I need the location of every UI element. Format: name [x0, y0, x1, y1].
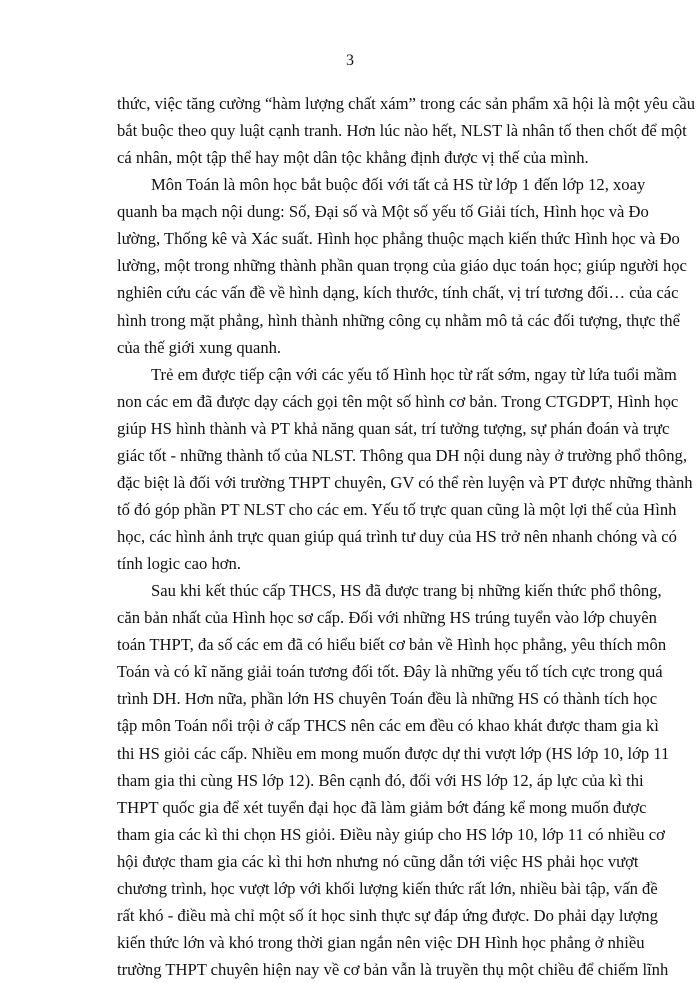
text-line: thức, việc tăng cường “hàm lượng chất xám” trong các sản phẩm xã hội là một yêu cầu	[117, 94, 696, 113]
text-line: giác tốt - những thành tố của NLST. Thông qua DH nội dung này ở trường phổ thông,	[117, 445, 687, 465]
text-line: Môn Toán là môn học bắt buộc đối với tất cả HS từ lớp 1 đến lớp 12, xoay	[151, 175, 646, 195]
text-line: non các em đã được dạy cách gọi tên một số hình cơ bản. Trong CTGDPT, Hình học	[117, 391, 679, 411]
text-line: THPT quốc gia để xét tuyển đại học đã làm giảm bớt đáng kể mong muốn được	[117, 797, 647, 817]
text-line: tính logic cao hơn.	[117, 554, 241, 574]
text-line: chương trình, học vượt lớp với khối lượng kiến thức rất lớn, nhiều bài tập, vấn đề	[117, 878, 658, 898]
paragraph	[117, 171, 687, 360]
text-line: thi HS giỏi các cấp. Nhiều em mong muốn được dự thi vượt lớp (HS lớp 10, lớp 11	[117, 743, 670, 763]
text-line: trường THPT chuyên hiện nay về cơ bản vẫn là truyền thụ một chiều để chiếm lĩnh	[117, 960, 669, 979]
text-line: tập môn Toán nổi trội ở cấp THCS nên các em đều có khao khát được tham gia kì	[117, 716, 659, 736]
body-text	[117, 90, 696, 983]
text-line: học, các hình ảnh trực quan giúp quá trình tư duy của HS trở nên nhanh chóng và có	[117, 527, 677, 546]
text-line: toán THPT, đa số các em đã có hiểu biết cơ bản về Hình học phẳng, yêu thích môn	[117, 635, 667, 655]
text-line: quanh ba mạch nội dung: Số, Đại số và Một số yếu tố Giải tích, Hình học và Đo	[117, 202, 649, 222]
text-line: hình trong mặt phẳng, hình thành những công cụ nhằm mô tả các đối tượng, thực thể	[117, 310, 680, 330]
paragraph	[117, 361, 693, 578]
text-line: giúp HS hình thành và PT khả năng quan sát, trí tưởng tượng, sự phán đoán và trực	[117, 418, 670, 438]
text-line: Trẻ em được tiếp cận với các yếu tố Hình học từ rất sớm, ngay từ lứa tuổi mầm	[151, 364, 677, 384]
text-line: bắt buộc theo quy luật cạnh tranh. Hơn lúc nào hết, NLST là nhân tố then chốt để một	[117, 121, 687, 141]
text-line: kiến thức lớn và khó trong thời gian ngắn nên việc DH Hình học phẳng ở nhiều	[117, 932, 645, 952]
text-line: rất khó - điều mà chỉ một số ít học sinh thực sự đáp ứng được. Do phải dạy lượng	[117, 905, 658, 925]
text-line: hội được tham gia các kì thi hơn nhưng nó cũng dẫn tới việc HS phải học vượt	[117, 851, 639, 871]
text-line: lường, một trong những thành phần quan trọng của giáo dục toán học; giúp người học	[117, 256, 687, 276]
text-line: căn bản nhất của Hình học sơ cấp. Đối với những HS trúng tuyển vào lớp chuyên	[117, 608, 657, 628]
page-number: 3	[346, 52, 354, 69]
text-line: Toán và có kĩ năng giải toán tương đối tốt. Đây là những yếu tố tích cực trong quá	[117, 662, 663, 682]
text-line: tham gia các kì thi chọn HS giỏi. Điều này giúp cho HS lớp 10, lớp 11 có nhiều cơ	[117, 824, 665, 844]
paragraph	[117, 577, 670, 983]
text-line: lường, Thống kê và Xác suất. Hình học phẳng thuộc mạch kiến thức Hình học và Đo	[117, 229, 680, 249]
text-line: nghiên cứu các vấn đề về hình dạng, kích thước, tính chất, vị trí tương đối… của các	[117, 283, 679, 303]
text-line: Sau khi kết thúc cấp THCS, HS đã được trang bị những kiến thức phổ thông,	[151, 581, 662, 601]
paragraph	[117, 90, 696, 171]
text-line: cá nhân, một tập thể hay một dân tộc khẳng định được vị thế của mình.	[117, 148, 589, 168]
text-line: của thế giới xung quanh.	[117, 337, 282, 357]
text-line: đặc biệt là đối với trường THPT chuyên, GV có thể rèn luyện và PT được những thành	[117, 472, 693, 492]
text-line: tố đó góp phần PT NLST cho các em. Yếu tố trực quan cũng là một lợi thế của Hình	[117, 499, 677, 519]
text-line: tham gia thi cùng HS lớp 12). Bên cạnh đó, đối với HS lớp 12, áp lực của kì thi	[117, 770, 644, 790]
text-line: trình DH. Hơn nữa, phần lớn HS chuyên Toán đều là những HS có thành tích học	[117, 689, 658, 709]
